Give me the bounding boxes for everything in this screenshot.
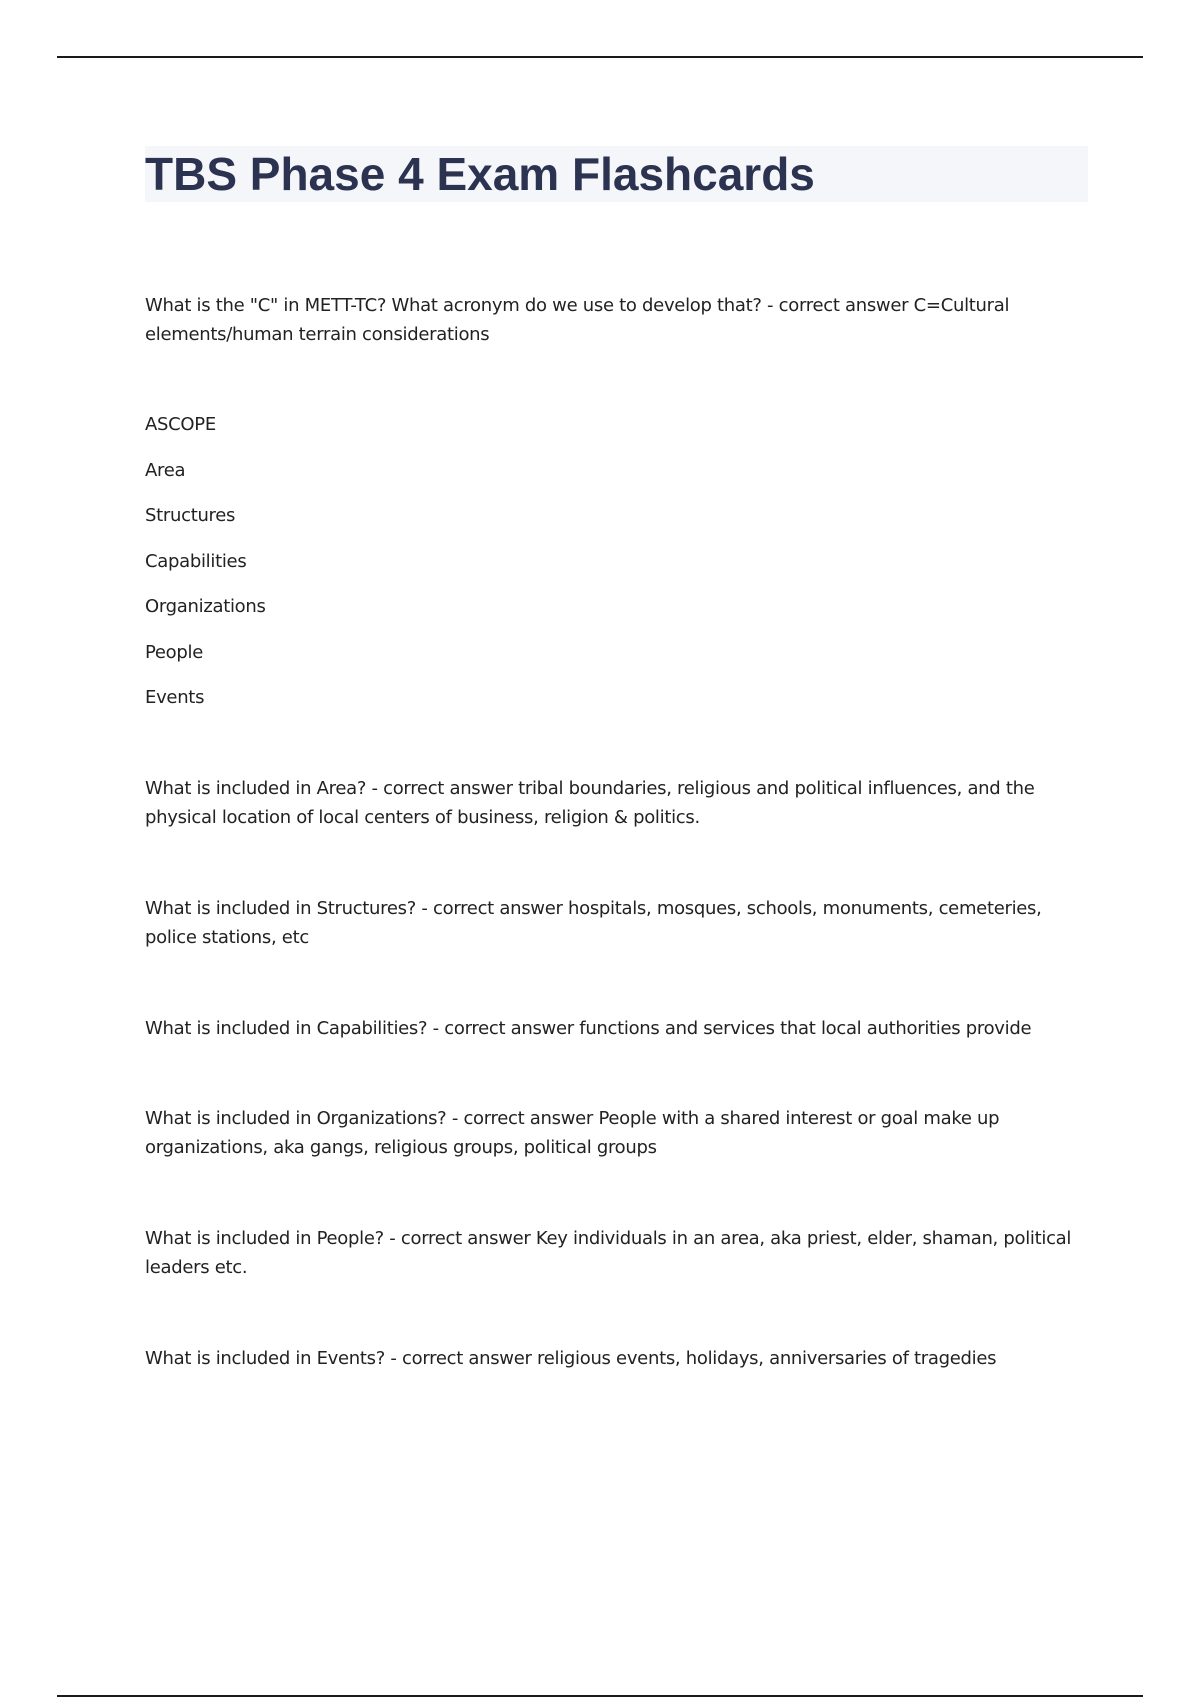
ascope-item-events: Events — [145, 687, 205, 708]
document-title: TBS Phase 4 Exam Flashcards — [145, 148, 815, 200]
ascope-item-capabilities: Capabilities — [145, 551, 247, 572]
ascope-heading: ASCOPE — [145, 414, 216, 435]
ascope-item-structures: Structures — [145, 505, 236, 526]
flashcard-1: What is the "C" in METT-TC? What acronym do we use to develop that? - correct answer C=Cultural elements/human terrain considerations — [145, 295, 1010, 345]
bottom-rule — [57, 1695, 1143, 1697]
flashcard-6: What is included in People? - correct answer Key individuals in an area, aka priest, elder, shaman, political leaders etc. — [145, 1228, 1072, 1278]
ascope-item-area: Area — [145, 460, 186, 481]
top-rule — [57, 56, 1143, 58]
flashcard-2: What is included in Area? - correct answer tribal boundaries, religious and political influences, and the physical location of local centers of business, religion & politics. — [145, 778, 1035, 828]
flashcard-7: What is included in Events? - correct answer religious events, holidays, anniversaries of tragedies — [145, 1348, 997, 1369]
flashcard-4: What is included in Capabilities? - correct answer functions and services that local authorities provide — [145, 1018, 1032, 1039]
flashcard-3: What is included in Structures? - correct answer hospitals, mosques, schools, monuments, cemeteries, police stations, etc — [145, 898, 1042, 948]
ascope-item-organizations: Organizations — [145, 596, 266, 617]
ascope-item-people: People — [145, 642, 204, 663]
flashcard-5: What is included in Organizations? - correct answer People with a shared interest or goal make up organizations, aka gangs, religious groups, political groups — [145, 1108, 1000, 1158]
